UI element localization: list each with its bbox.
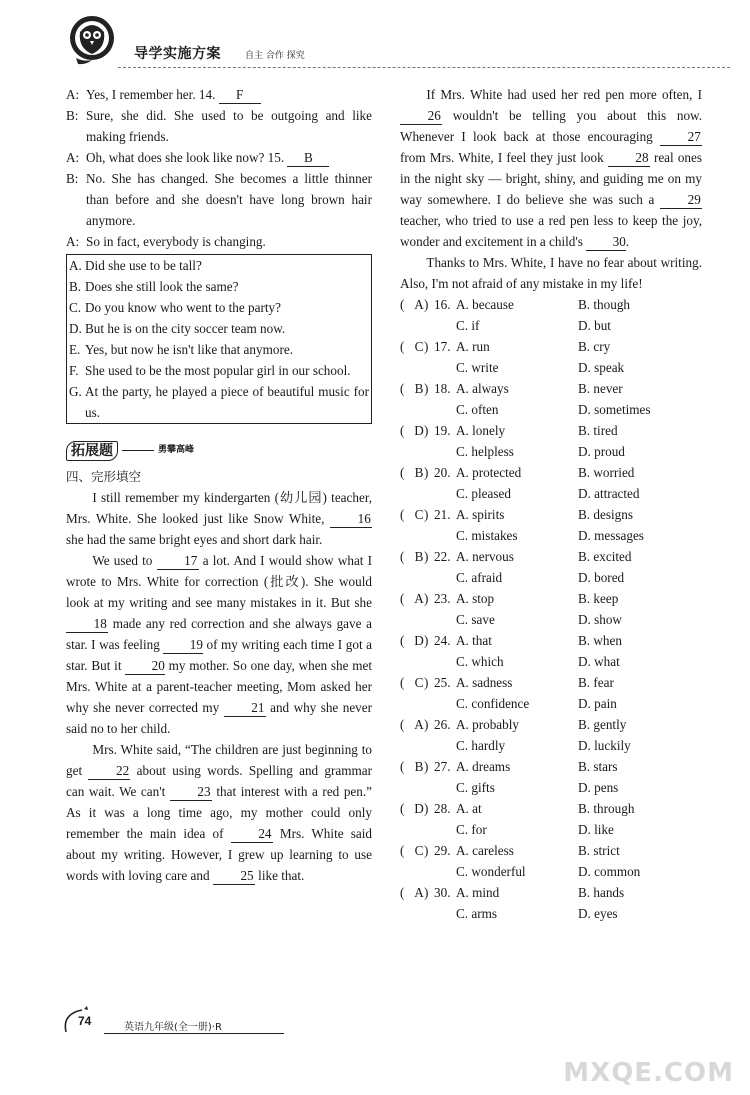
question-number-text: 28.: [434, 801, 451, 816]
paren-close: ): [424, 297, 429, 312]
question-row-second-line: [400, 903, 702, 924]
option-c: C. pleased: [456, 486, 511, 501]
header-rule: [118, 67, 730, 69]
blank-19: 19: [163, 636, 203, 654]
question-row: [400, 462, 702, 483]
option-text: She used to be the most popular girl in our school.: [85, 363, 351, 378]
paren-open: (: [400, 423, 405, 438]
option-c: C. hardly: [456, 738, 506, 753]
option-d: D. pain: [578, 696, 617, 711]
option-c: C. wonderful: [456, 864, 526, 879]
dialogue-text: So in fact, everybody is changing.: [86, 234, 266, 249]
cloze-heading: 四、完形填空: [66, 469, 142, 484]
option-a: A. run: [456, 339, 490, 354]
option-a: A. protected: [456, 465, 522, 480]
paren-open: (: [400, 717, 405, 732]
passage-text: Mrs. White said, “The children are just beginning to get: [66, 742, 372, 778]
blank-24: 24: [231, 825, 273, 843]
passage-text: We used to: [92, 553, 153, 568]
paren-open: (: [400, 801, 405, 816]
option-d: D. luckily: [578, 738, 631, 753]
question-number-text: 26.: [434, 717, 451, 732]
paren-close: ): [424, 675, 429, 690]
option-a: A. probably: [456, 717, 519, 732]
chosen-answer: C: [414, 843, 424, 858]
option-item: [69, 297, 369, 318]
question-number-text: 29.: [434, 843, 451, 858]
question-row-second-line: [400, 441, 702, 462]
question-row-second-line: [400, 819, 702, 840]
option-b: B. worried: [578, 465, 635, 480]
option-letter: E.: [69, 342, 81, 357]
speaker: B:: [66, 171, 79, 186]
blank-28: 28: [608, 149, 650, 167]
option-letter: D.: [69, 321, 82, 336]
option-b: B. though: [578, 297, 631, 312]
question-row-second-line: [400, 735, 702, 756]
dialogue-line: [66, 231, 372, 252]
section-badge: 拓展题: [66, 441, 118, 461]
option-letter: G.: [69, 384, 82, 399]
blank-30: 30: [586, 233, 626, 251]
blank-22: 22: [88, 762, 130, 780]
right-column: [400, 84, 702, 924]
paren-open: (: [400, 843, 405, 858]
question-row: [400, 420, 702, 441]
option-c: C. afraid: [456, 570, 503, 585]
option-b: B. fear: [578, 675, 614, 690]
question-row: [400, 504, 702, 525]
option-b: B. tired: [578, 423, 618, 438]
header-subtitle: 自主 合作 探究: [245, 51, 305, 61]
question-number-text: 30.: [434, 885, 451, 900]
option-d: D. what: [578, 654, 620, 669]
blank-23: 23: [170, 783, 212, 801]
passage-text: wouldn't be telling you about this now. Whenever I look back at those encouraging: [400, 108, 703, 144]
option-d: D. common: [578, 864, 641, 879]
paren-close: ): [424, 759, 429, 774]
option-b: B. stars: [578, 759, 618, 774]
option-c: C. write: [456, 360, 499, 375]
option-letter: A.: [69, 258, 82, 273]
dialogue-text-part: Oh, what does she look like now? 15.: [86, 150, 285, 165]
question-number-text: 21.: [434, 507, 451, 522]
question-number-text: 25.: [434, 675, 451, 690]
chosen-answer: A: [414, 885, 424, 900]
option-letter: F.: [69, 363, 79, 378]
option-d: D. but: [578, 318, 611, 333]
speaker: A:: [66, 234, 80, 249]
option-b: B. designs: [578, 507, 633, 522]
answer-blank-15: B: [287, 149, 329, 167]
option-c: C. which: [456, 654, 504, 669]
option-b: B. never: [578, 381, 623, 396]
question-row: [400, 672, 702, 693]
dialogue-line: [66, 105, 372, 147]
paren-open: (: [400, 381, 405, 396]
paren-close: ): [424, 843, 429, 858]
question-number-text: 24.: [434, 633, 451, 648]
blank-25: 25: [213, 867, 255, 885]
option-b: B. strict: [578, 843, 620, 858]
question-row: [400, 588, 702, 609]
chosen-answer: B: [414, 381, 424, 396]
option-d: D. sometimes: [578, 402, 651, 417]
question-number-text: 20.: [434, 465, 451, 480]
blank-17: 17: [157, 552, 199, 570]
option-a: A. nervous: [456, 549, 514, 564]
paren-close: ): [424, 339, 429, 354]
option-a: A. dreams: [456, 759, 511, 774]
paren-open: (: [400, 759, 405, 774]
footer-rule: [104, 1033, 284, 1034]
paren-open: (: [400, 591, 405, 606]
question-row-second-line: [400, 651, 702, 672]
passage-text: my mother. So one day, when she met Mrs. White at a parent-teacher meeting, Mom asked her why she never corrected my: [66, 658, 373, 715]
passage-paragraph-3: [66, 739, 372, 886]
blank-16: 16: [330, 510, 372, 528]
paren-close: ): [424, 717, 429, 732]
section-badge-subtitle: 勇攀高峰: [158, 445, 195, 455]
question-number-text: 18.: [434, 381, 451, 396]
left-column: [66, 84, 372, 886]
option-item: [69, 360, 369, 381]
passage-text: a lot. And I would show what I wrote to Mrs. White for correction (批改). She would look at my writing and see many mistakes in it. But she: [66, 553, 373, 610]
question-row: [400, 882, 702, 903]
question-row: [400, 630, 702, 651]
dialogue-line: [66, 147, 372, 168]
option-d: D. pens: [578, 780, 619, 795]
option-b: B. cry: [578, 339, 611, 354]
option-d: D. show: [578, 612, 622, 627]
option-a: A. always: [456, 381, 509, 396]
passage-text: of my writing each time I got a star. But it: [66, 637, 373, 673]
question-row: [400, 798, 702, 819]
passage-paragraph-2: [66, 550, 372, 739]
badge-dash: [122, 450, 154, 451]
option-b: B. gently: [578, 717, 627, 732]
option-text: Yes, but now he isn't like that anymore.: [85, 342, 293, 357]
passage-text: she had the same bright eyes and short dark hair.: [66, 532, 323, 547]
passage-text: like that.: [258, 868, 305, 883]
paren-close: ): [424, 591, 429, 606]
chosen-answer: D: [414, 801, 424, 816]
option-item: [69, 276, 369, 297]
option-a: A. lonely: [456, 423, 506, 438]
chosen-answer: A: [414, 717, 424, 732]
option-d: D. proud: [578, 444, 625, 459]
option-a: A. spirits: [456, 507, 505, 522]
passage-text: and why she never said no to her child.: [66, 700, 373, 736]
blank-29: 29: [660, 191, 702, 209]
owl-logo-icon: [66, 14, 118, 66]
dialogue-text: [86, 84, 372, 105]
question-row: [400, 546, 702, 567]
option-letter: C.: [69, 300, 82, 315]
passage-text: about using words. Spelling and grammar can wait. We can't: [66, 763, 372, 799]
option-a: A. stop: [456, 591, 495, 606]
chosen-answer: C: [414, 675, 424, 690]
option-c: C. confidence: [456, 696, 530, 711]
passage-text: If Mrs. White had used her red pen more often, I: [426, 87, 702, 102]
option-d: D. messages: [578, 528, 644, 543]
option-b: B. keep: [578, 591, 619, 606]
chosen-answer: B: [414, 549, 424, 564]
question-number-text: 19.: [434, 423, 451, 438]
option-c: C. gifts: [456, 780, 495, 795]
question-row: [400, 756, 702, 777]
option-d: D. eyes: [578, 906, 618, 921]
dialogue-text: No. She has changed. She becomes a little thinner than before and she doesn't have long brown hair anymore.: [86, 171, 372, 228]
option-d: D. attracted: [578, 486, 640, 501]
option-text: Does she still look the same?: [85, 279, 239, 294]
paren-open: (: [400, 885, 405, 900]
option-item: [69, 318, 369, 339]
paren-close: ): [424, 465, 429, 480]
option-b: B. excited: [578, 549, 632, 564]
passage-paragraph-1: [66, 487, 372, 550]
paren-close: ): [424, 423, 429, 438]
option-d: D. bored: [578, 570, 625, 585]
question-row-second-line: [400, 567, 702, 588]
dialogue-line: [66, 84, 372, 105]
chosen-answer: D: [414, 633, 424, 648]
dialogue-line: [66, 168, 372, 231]
paren-open: (: [400, 297, 405, 312]
option-c: C. helpless: [456, 444, 514, 459]
blank-21: 21: [224, 699, 266, 717]
blank-27: 27: [660, 128, 702, 146]
option-a: A. because: [456, 297, 514, 312]
option-item: [69, 339, 369, 360]
option-letter: B.: [69, 279, 82, 294]
option-c: C. often: [456, 402, 499, 417]
options-box: [66, 254, 372, 424]
chosen-answer: C: [414, 339, 424, 354]
chosen-answer: A: [414, 297, 424, 312]
answer-blank-14: F: [219, 86, 261, 104]
passage-text: .: [625, 234, 630, 249]
option-text: At the party, he played a piece of beautiful music for us.: [85, 384, 369, 420]
question-number-text: 22.: [434, 549, 451, 564]
option-a: A. at: [456, 801, 482, 816]
paren-close: ): [424, 549, 429, 564]
paren-close: ): [424, 885, 429, 900]
question-row: [400, 714, 702, 735]
passage-text: teacher, who tried to use a red pen less to keep the joy, wonder and excitement in a child's: [400, 213, 702, 249]
question-row-second-line: [400, 315, 702, 336]
option-d: D. like: [578, 822, 614, 837]
question-number-text: 27.: [434, 759, 451, 774]
question-row-second-line: [400, 525, 702, 546]
option-b: B. through: [578, 801, 635, 816]
paren-open: (: [400, 339, 405, 354]
question-row: [400, 294, 702, 315]
paren-close: ): [424, 801, 429, 816]
speaker: A:: [66, 87, 80, 102]
option-b: B. hands: [578, 885, 625, 900]
blank-18: 18: [66, 615, 108, 633]
section-title: [66, 440, 372, 461]
dialogue-text-part: Yes, I remember her. 14.: [86, 87, 216, 102]
blank-20: 20: [125, 657, 165, 675]
passage-text: I still remember my kindergarten (幼儿园) teacher, Mrs. White. She looked just like Snow White,: [66, 490, 372, 526]
question-number-text: 23.: [434, 591, 451, 606]
question-row-second-line: [400, 399, 702, 420]
question-row-second-line: [400, 861, 702, 882]
blank-26: 26: [400, 107, 442, 125]
option-d: D. speak: [578, 360, 625, 375]
passage-text: made any red correction and she always gave a star. I was feeling: [66, 616, 372, 652]
option-text: Did she use to be tall?: [85, 258, 202, 273]
option-text: Do you know who went to the party?: [85, 300, 281, 315]
question-row-second-line: [400, 693, 702, 714]
chosen-answer: A: [414, 591, 424, 606]
question-number-text: 16.: [434, 297, 451, 312]
option-c: C. mistakes: [456, 528, 518, 543]
question-row-second-line: [400, 777, 702, 798]
option-b: B. when: [578, 633, 622, 648]
option-c: C. if: [456, 318, 480, 333]
option-text: But he is on the city soccer team now.: [85, 321, 286, 336]
dialogue-text: [86, 147, 372, 168]
passage-text: that interest with a red pen.” As it was a long time ago, my mother could only remember the main idea of: [66, 784, 373, 841]
question-row-second-line: [400, 609, 702, 630]
option-item: [69, 381, 369, 423]
paren-close: ): [424, 507, 429, 522]
chosen-answer: B: [414, 759, 424, 774]
speaker: B:: [66, 108, 79, 123]
passage-paragraph-5: Thanks to Mrs. White, I have no fear about writing. Also, I'm not afraid of any mistake in my life!: [400, 255, 702, 291]
option-a: A. that: [456, 633, 492, 648]
paren-close: ): [424, 633, 429, 648]
chosen-answer: B: [414, 465, 424, 480]
chosen-answer: C: [414, 507, 424, 522]
question-row: [400, 336, 702, 357]
paren-open: (: [400, 549, 405, 564]
paren-open: (: [400, 675, 405, 690]
passage-text: Mrs. White said about my writing. However, I grew up learning to use words with loving care and: [66, 826, 372, 883]
question-row-second-line: [400, 357, 702, 378]
option-c: C. save: [456, 612, 495, 627]
question-number-text: 17.: [434, 339, 451, 354]
option-a: A. sadness: [456, 675, 513, 690]
footer-book-title: 英语九年级(全一册)·R: [124, 1022, 222, 1033]
page-number: 74: [78, 1014, 92, 1028]
option-c: C. for: [456, 822, 487, 837]
question-row-second-line: [400, 483, 702, 504]
dialogue-text: Sure, she did. She used to be outgoing and like making friends.: [86, 108, 372, 144]
passage-text: from Mrs. White, I feel they just look: [400, 150, 604, 165]
option-c: C. arms: [456, 906, 498, 921]
paren-open: (: [400, 507, 405, 522]
paren-open: (: [400, 465, 405, 480]
question-row: [400, 378, 702, 399]
question-row: [400, 840, 702, 861]
option-a: A. mind: [456, 885, 500, 900]
passage-paragraph-4: [400, 84, 702, 252]
header-title: 导学实施方案: [134, 46, 221, 62]
passage-text: real ones in the night sky — bright, shiny, and guiding me on my way somewhere. I do believe she was such a: [400, 150, 702, 207]
option-item: [69, 255, 369, 276]
speaker: A:: [66, 150, 80, 165]
paren-open: (: [400, 633, 405, 648]
chosen-answer: D: [414, 423, 424, 438]
option-a: A. careless: [456, 843, 514, 858]
paren-close: ): [424, 381, 429, 396]
answer-choices-list: [400, 294, 702, 924]
site-watermark: MXQE.COM: [563, 1058, 734, 1088]
